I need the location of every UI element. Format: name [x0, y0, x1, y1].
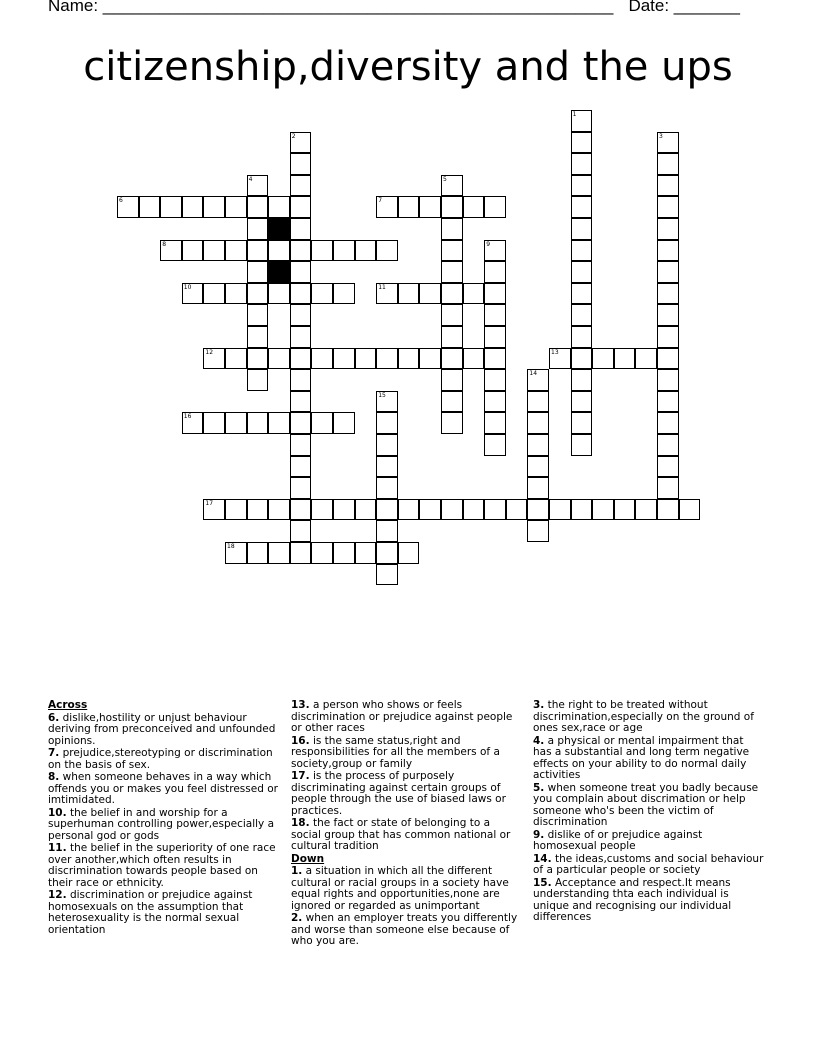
grid-cell[interactable]	[268, 240, 290, 262]
grid-cell[interactable]	[225, 542, 247, 564]
grid-cell[interactable]	[290, 175, 312, 197]
grid-cell[interactable]	[290, 391, 312, 413]
clue-number-label: 17.	[291, 770, 310, 782]
grid-cell[interactable]	[679, 499, 701, 521]
clue-text: is the same status,right and responsibilities for all the members of a society,group or family	[291, 734, 500, 770]
grid-cell[interactable]	[247, 326, 269, 348]
grid-cell[interactable]	[571, 132, 593, 154]
grid-cell[interactable]	[203, 283, 225, 305]
clue-text: when someone treat you badly because you complain about discrimation or help someone who's been the victim of discrimination	[533, 781, 759, 828]
grid-cell[interactable]	[441, 283, 463, 305]
grid-cell[interactable]	[160, 196, 182, 218]
grid-cell[interactable]	[463, 283, 485, 305]
grid-cell[interactable]	[398, 283, 420, 305]
grid-cell[interactable]	[376, 477, 398, 499]
grid-cell[interactable]	[484, 391, 506, 413]
grid-cell[interactable]	[657, 218, 679, 240]
across-clue	[291, 771, 521, 817]
clue-number-label: 3.	[533, 699, 545, 711]
name-field-label: Name: ______________________________________________________	[48, 0, 614, 15]
grid-cell[interactable]	[441, 304, 463, 326]
clue-number-label: 5.	[533, 781, 545, 794]
grid-cell[interactable]	[657, 391, 679, 413]
grid-cell[interactable]	[657, 175, 679, 197]
clue-number-label: 7.	[48, 747, 60, 759]
grid-cell[interactable]	[657, 261, 679, 283]
grid-cell[interactable]	[290, 369, 312, 391]
grid-cell[interactable]	[139, 196, 161, 218]
grid-cell[interactable]	[290, 261, 312, 283]
clue-number-label: 10.	[48, 806, 67, 819]
clue-number: 18	[227, 543, 235, 550]
grid-cell[interactable]	[527, 412, 549, 434]
clue-number: 14	[529, 370, 538, 378]
grid-cell[interactable]	[506, 499, 528, 521]
clue-number: 10	[183, 283, 192, 291]
down-clue	[533, 736, 765, 782]
grid-cell[interactable]	[484, 240, 506, 262]
grid-cell[interactable]	[182, 412, 204, 434]
grid-cell[interactable]	[182, 196, 204, 218]
grid-cell[interactable]	[484, 369, 506, 391]
down-clue	[291, 866, 521, 912]
grid-cell[interactable]	[463, 196, 485, 218]
grid-cell[interactable]	[290, 132, 312, 154]
grid-cell[interactable]	[160, 240, 182, 262]
clue-number: 16	[183, 413, 192, 421]
grid-cell[interactable]	[657, 477, 679, 499]
grid-cell[interactable]	[290, 326, 312, 348]
grid-cell[interactable]	[571, 369, 593, 391]
grid-cell[interactable]	[441, 412, 463, 434]
clue-number: 7	[378, 197, 383, 205]
grid-cell[interactable]	[376, 283, 398, 305]
down-clue	[533, 878, 765, 924]
black-cell	[268, 218, 290, 240]
grid-cell[interactable]	[268, 412, 290, 434]
grid-cell[interactable]	[333, 499, 355, 521]
down-clue	[533, 854, 765, 877]
grid-cell[interactable]	[311, 240, 333, 262]
grid-cell[interactable]	[657, 304, 679, 326]
grid-cell[interactable]	[527, 369, 549, 391]
grid-cell[interactable]	[571, 110, 593, 132]
clue-number-label: 4.	[533, 734, 545, 747]
grid-cell[interactable]	[398, 196, 420, 218]
grid-cell[interactable]	[268, 283, 290, 305]
clue-number: 8	[162, 240, 167, 248]
grid-cell[interactable]	[333, 542, 355, 564]
clue-number-label: 15.	[533, 876, 552, 889]
grid-cell[interactable]	[225, 412, 247, 434]
grid-cell[interactable]	[571, 283, 593, 305]
grid-cell[interactable]	[592, 499, 614, 521]
clue-text: the right to be treated without discrimination,especially on the ground of ones sex,race or age	[533, 699, 754, 734]
grid-cell[interactable]	[311, 348, 333, 370]
grid-cell[interactable]	[571, 391, 593, 413]
clue-number: 15	[378, 391, 386, 399]
grid-cell[interactable]	[549, 499, 571, 521]
grid-cell[interactable]	[441, 391, 463, 413]
grid-cell[interactable]	[203, 240, 225, 262]
clue-number: 3	[659, 132, 663, 140]
grid-cell[interactable]	[311, 412, 333, 434]
clue-number: 4	[248, 175, 253, 183]
clue-number-label: 1.	[291, 865, 303, 877]
grid-cell[interactable]	[290, 499, 312, 521]
across-clue	[48, 772, 280, 807]
grid-cell[interactable]	[182, 283, 204, 305]
clue-number: 1	[572, 111, 577, 118]
clue-number-label: 8.	[48, 771, 60, 783]
grid-cell[interactable]	[398, 348, 420, 370]
grid-cell[interactable]	[571, 175, 593, 197]
grid-cell[interactable]	[376, 434, 398, 456]
clue-text: discrimination or prejudice against homosexuals on the assumption that heterosexuality is the normal sexual orientation	[48, 889, 253, 936]
down-clue	[533, 830, 765, 853]
grid-cell[interactable]	[355, 499, 377, 521]
grid-cell[interactable]	[657, 499, 679, 521]
grid-cell[interactable]	[247, 261, 269, 283]
clue-number: 13	[551, 348, 559, 356]
grid-cell[interactable]	[117, 196, 139, 218]
grid-cell[interactable]	[527, 456, 549, 478]
grid-cell[interactable]	[182, 240, 204, 262]
grid-cell[interactable]	[484, 348, 506, 370]
grid-cell[interactable]	[290, 412, 312, 434]
clue-number: 9	[486, 240, 491, 248]
grid-cell[interactable]	[657, 240, 679, 262]
clue-number-label: 18.	[291, 817, 310, 829]
grid-cell[interactable]	[657, 132, 679, 154]
grid-cell[interactable]	[247, 240, 269, 262]
clue-text: the belief in and worship for a superhuman controlling power,especially a personal god or gods	[48, 806, 275, 842]
across-heading: Across	[48, 699, 88, 711]
grid-cell[interactable]	[268, 196, 290, 218]
grid-cell[interactable]	[441, 196, 463, 218]
grid-cell[interactable]	[657, 434, 679, 456]
grid-cell[interactable]	[419, 196, 441, 218]
across-clue	[48, 713, 280, 748]
grid-cell[interactable]	[333, 348, 355, 370]
grid-cell[interactable]	[484, 196, 506, 218]
grid-cell[interactable]	[355, 240, 377, 262]
clue-text: a physical or mental impairment that has a substantial and long term negative effects on your ability to do normal daily activities	[533, 734, 750, 781]
clue-number: 2	[291, 132, 296, 140]
grid-cell[interactable]	[311, 499, 333, 521]
clue-text: dislike of or prejudice against homosexual people	[533, 828, 703, 852]
black-cell	[268, 261, 290, 283]
clue-text: dislike,hostility or unjust behaviour deriving from preconceived and unfounded opinions.	[48, 711, 276, 747]
grid-cell[interactable]	[290, 153, 312, 175]
grid-cell[interactable]	[398, 542, 420, 564]
grid-cell[interactable]	[333, 412, 355, 434]
clue-number: 17	[205, 499, 214, 507]
across-clue	[48, 890, 280, 936]
grid-cell[interactable]	[657, 326, 679, 348]
clue-text: the ideas,customs and social behaviour of a particular people or society	[533, 852, 764, 876]
date-field-label: Date: _______	[628, 0, 740, 15]
clue-text: is the process of purposely discriminating against certain groups of people through the use of biased laws or practices.	[291, 770, 506, 817]
grid-cell[interactable]	[355, 348, 377, 370]
grid-cell[interactable]	[290, 477, 312, 499]
grid-cell[interactable]	[247, 196, 269, 218]
grid-cell[interactable]	[441, 218, 463, 240]
grid-cell[interactable]	[290, 240, 312, 262]
grid-cell[interactable]	[571, 218, 593, 240]
grid-cell[interactable]	[290, 520, 312, 542]
grid-cell[interactable]	[333, 283, 355, 305]
grid-cell[interactable]	[376, 564, 398, 586]
grid-cell[interactable]	[268, 542, 290, 564]
grid-cell[interactable]	[441, 240, 463, 262]
grid-cell[interactable]	[247, 542, 269, 564]
grid-cell[interactable]	[614, 348, 636, 370]
grid-cell[interactable]	[203, 348, 225, 370]
grid-cell[interactable]	[376, 520, 398, 542]
grid-cell[interactable]	[635, 499, 657, 521]
grid-cell[interactable]	[463, 499, 485, 521]
grid-cell[interactable]	[441, 175, 463, 197]
grid-cell[interactable]	[225, 499, 247, 521]
grid-cell[interactable]	[592, 348, 614, 370]
clue-number-label: 13.	[291, 699, 310, 711]
grid-cell[interactable]	[355, 542, 377, 564]
grid-cell[interactable]	[441, 499, 463, 521]
grid-cell[interactable]	[484, 261, 506, 283]
clue-number-label: 2.	[291, 912, 303, 924]
clue-number-label: 9.	[533, 828, 545, 841]
grid-cell[interactable]	[484, 326, 506, 348]
grid-cell[interactable]	[247, 369, 269, 391]
grid-cell[interactable]	[657, 412, 679, 434]
clue-text: when an employer treats you differently and worse than someone else because of who you are.	[291, 912, 518, 947]
across-clue	[291, 736, 521, 771]
grid-cell[interactable]	[290, 542, 312, 564]
grid-cell[interactable]	[290, 283, 312, 305]
clue-number: 5	[443, 175, 447, 183]
grid-cell[interactable]	[290, 304, 312, 326]
clue-text: the fact or state of belonging to a social group that has common national or cultural tradition	[291, 817, 511, 852]
grid-cell[interactable]	[441, 369, 463, 391]
grid-cell[interactable]	[527, 520, 549, 542]
grid-cell[interactable]	[376, 456, 398, 478]
grid-cell[interactable]	[527, 391, 549, 413]
grid-cell[interactable]	[290, 456, 312, 478]
grid-cell[interactable]	[290, 196, 312, 218]
grid-cell[interactable]	[203, 412, 225, 434]
grid-cell[interactable]	[571, 304, 593, 326]
grid-cell[interactable]	[657, 196, 679, 218]
grid-cell[interactable]	[247, 175, 269, 197]
grid-cell[interactable]	[635, 348, 657, 370]
grid-cell[interactable]	[247, 304, 269, 326]
clue-number: 11	[378, 283, 386, 291]
grid-cell[interactable]	[571, 412, 593, 434]
grid-cell[interactable]	[376, 348, 398, 370]
grid-cell[interactable]	[614, 499, 636, 521]
grid-cell[interactable]	[247, 499, 269, 521]
clue-text: prejudice,stereotyping or discrimination on the basis of sex.	[48, 747, 273, 771]
grid-cell[interactable]	[549, 348, 571, 370]
grid-cell[interactable]	[571, 348, 593, 370]
grid-cell[interactable]	[398, 499, 420, 521]
grid-cell[interactable]	[484, 499, 506, 521]
grid-cell[interactable]	[441, 326, 463, 348]
down-clue	[533, 700, 765, 735]
grid-cell[interactable]	[268, 348, 290, 370]
down-clue	[291, 913, 521, 948]
grid-cell[interactable]	[484, 283, 506, 305]
clue-number-label: 16.	[291, 734, 310, 747]
clue-number-label: 12.	[48, 889, 67, 901]
clues-column-2	[291, 700, 521, 949]
grid-cell[interactable]	[527, 477, 549, 499]
down-clue-list	[291, 866, 521, 948]
grid-cell[interactable]	[203, 499, 225, 521]
grid-cell[interactable]	[247, 218, 269, 240]
across-clue	[291, 818, 521, 853]
grid-cell[interactable]	[247, 412, 269, 434]
grid-cell[interactable]	[657, 348, 679, 370]
grid-cell[interactable]	[441, 261, 463, 283]
clue-text: Acceptance and respect.It means understanding thta each individual is unique and recognising our individual differences	[533, 876, 732, 923]
grid-cell[interactable]	[203, 196, 225, 218]
clue-text: a situation in which all the different cultural or racial groups in a society have equal rights and opportunities,none are ignored or regarded as unimportant	[291, 865, 509, 912]
grid-cell[interactable]	[376, 499, 398, 521]
grid-cell[interactable]	[290, 218, 312, 240]
grid-cell[interactable]	[419, 348, 441, 370]
clue-number: 6	[119, 197, 123, 205]
grid-cell[interactable]	[333, 240, 355, 262]
grid-cell[interactable]	[419, 283, 441, 305]
grid-cell[interactable]	[571, 434, 593, 456]
grid-cell[interactable]	[225, 348, 247, 370]
clue-number-label: 14.	[533, 852, 552, 865]
grid-cell[interactable]	[376, 196, 398, 218]
grid-cell[interactable]	[441, 348, 463, 370]
grid-cell[interactable]	[376, 412, 398, 434]
grid-cell[interactable]	[484, 304, 506, 326]
grid-cell[interactable]	[419, 499, 441, 521]
grid-cell[interactable]	[290, 348, 312, 370]
grid-cell[interactable]	[484, 434, 506, 456]
clues-column-3	[533, 700, 765, 925]
across-clue-list	[48, 713, 280, 937]
clue-text: when someone behaves in a way which offends you or makes you feel distressed or imtimidated.	[48, 771, 278, 806]
grid-cell[interactable]	[527, 499, 549, 521]
grid-cell[interactable]	[527, 434, 549, 456]
clues-column-1	[48, 700, 280, 937]
grid-cell[interactable]	[247, 283, 269, 305]
grid-cell[interactable]	[290, 434, 312, 456]
grid-cell[interactable]	[571, 261, 593, 283]
grid-cell[interactable]	[463, 348, 485, 370]
grid-cell[interactable]	[376, 240, 398, 262]
across-clue	[291, 700, 521, 735]
grid-cell[interactable]	[311, 283, 333, 305]
grid-cell[interactable]	[657, 283, 679, 305]
down-clue	[533, 783, 765, 829]
grid-cell[interactable]	[571, 326, 593, 348]
clue-text: the belief in the superiority of one race over another,which often results in discrimination towards people based on their race or ethnicity.	[48, 842, 276, 889]
grid-cell[interactable]	[376, 391, 398, 413]
across-clue	[48, 748, 280, 771]
grid-cell[interactable]	[247, 348, 269, 370]
grid-cell[interactable]	[571, 499, 593, 521]
clue-text: a person who shows or feels discrimination or prejudice against people or other races	[291, 699, 513, 734]
down-heading: Down	[291, 852, 325, 865]
clue-number-label: 11.	[48, 842, 67, 854]
grid-cell[interactable]	[225, 283, 247, 305]
clue-number-label: 6.	[48, 711, 60, 724]
grid-cell[interactable]	[571, 153, 593, 175]
down-clue-list-continued	[533, 700, 765, 924]
grid-cell[interactable]	[311, 542, 333, 564]
grid-cell[interactable]	[571, 196, 593, 218]
grid-cell[interactable]	[268, 499, 290, 521]
puzzle-title: citizenship,diversity and the ups	[83, 44, 733, 90]
across-clue-list-continued	[291, 700, 521, 853]
across-clue	[48, 843, 280, 889]
grid-cell[interactable]	[225, 240, 247, 262]
grid-cell[interactable]	[225, 196, 247, 218]
across-clue	[48, 808, 280, 843]
clue-number: 12	[205, 348, 214, 356]
grid-cell[interactable]	[376, 542, 398, 564]
grid-cell[interactable]	[657, 153, 679, 175]
grid-cell[interactable]	[657, 369, 679, 391]
grid-cell[interactable]	[571, 240, 593, 262]
grid-cell[interactable]	[657, 456, 679, 478]
grid-cell[interactable]	[484, 412, 506, 434]
